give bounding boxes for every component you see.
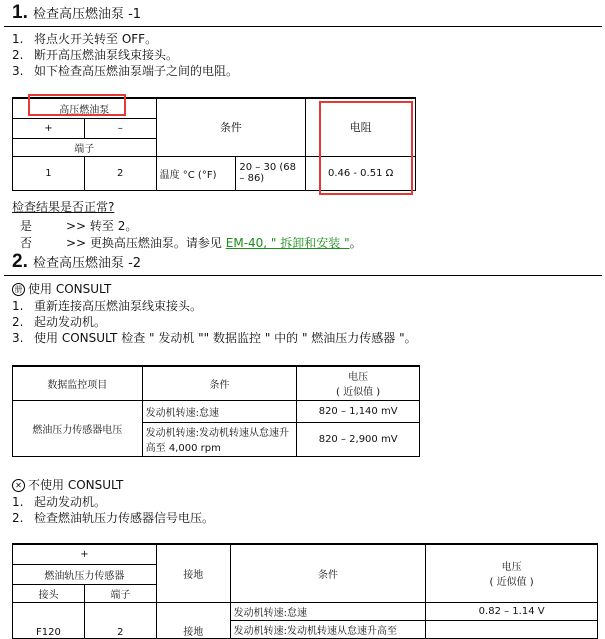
terminal-2-value: 2 bbox=[84, 602, 156, 638]
temp-range: 20 – 30 (68 – 86) bbox=[236, 156, 306, 190]
step1-heading bbox=[12, 2, 141, 24]
terminal-2: 2 bbox=[84, 156, 156, 190]
fuel-pressure-item: 燃油压力传感器电压 bbox=[13, 400, 143, 456]
sensor-voltage-table bbox=[12, 543, 598, 639]
voltage-header: 电压 ( 近似值 ) bbox=[426, 544, 598, 602]
with-consult-item-1: 1. 重新连接高压燃油泵线束接头。 bbox=[12, 299, 203, 313]
without-consult-label: ✕ 不使用 CONSULT bbox=[12, 476, 123, 493]
monitor-condition-header: 条件 bbox=[142, 366, 297, 400]
step1-item-3: 3. 如下检查高压燃油泵端子之间的电阻。 bbox=[12, 64, 239, 78]
ground-header: 接地 bbox=[156, 544, 230, 602]
connector-f120: F120 bbox=[13, 602, 85, 638]
monitor-value-2: 820 – 2,900 mV bbox=[297, 422, 420, 456]
em40-link[interactable]: EM-40, " 拆卸和安装 " bbox=[225, 236, 350, 250]
terminal-header-2: 端子 bbox=[84, 584, 156, 602]
sensor-cond-2: 发动机转速:发动机转速从怠速升高至 bbox=[230, 620, 426, 638]
step2-rule bbox=[4, 275, 602, 276]
highlight-resistance bbox=[319, 101, 413, 195]
plus-header-2: + bbox=[13, 544, 157, 564]
without-consult-item-1: 1. 起动发动机。 bbox=[12, 495, 107, 509]
step1-item-2: 2. 断开高压燃油泵线束接头。 bbox=[12, 48, 179, 62]
check-question: 检查结果是否正常? bbox=[12, 200, 115, 214]
sensor-table-clip bbox=[12, 543, 604, 638]
sensor-cond-1: 发动机转速:怠速 bbox=[230, 602, 426, 620]
with-consult-item-2: 2. 起动发动机。 bbox=[12, 315, 107, 329]
condition-header-2: 条件 bbox=[230, 544, 426, 602]
monitor-cond-2: 发动机转速:发动机转速从怠速升高至 4,000 rpm bbox=[142, 422, 297, 456]
pump-header: 高压燃油泵 bbox=[13, 98, 157, 118]
consult-icon: 册 bbox=[12, 283, 25, 296]
terminal-1: 1 bbox=[13, 156, 85, 190]
with-consult-item-3: 3. 使用 CONSULT 检查 " 发动机 "" 数据监控 " 中的 " 燃油压力传感器 "。 bbox=[12, 331, 417, 345]
condition-header: 条件 bbox=[156, 98, 306, 156]
step1-rule bbox=[4, 26, 602, 27]
sensor-header: 燃油轨压力传感器 bbox=[13, 564, 157, 584]
highlight-pump-header bbox=[28, 94, 126, 116]
data-monitor-table bbox=[12, 365, 420, 457]
sensor-value-1: 0.82 – 1.14 V bbox=[426, 602, 598, 620]
sensor-value-2 bbox=[426, 620, 598, 638]
monitor-cond-1: 发动机转速:怠速 bbox=[142, 400, 297, 422]
with-consult-label: 册 使用 CONSULT bbox=[12, 280, 111, 297]
without-consult-item-2: 2. 检查燃油轨压力传感器信号电压。 bbox=[12, 511, 215, 525]
monitor-item-header: 数据监控项目 bbox=[13, 366, 143, 400]
monitor-value-1: 820 – 1,140 mV bbox=[297, 400, 420, 422]
connector-header: 接头 bbox=[13, 584, 85, 602]
step1-title: 检查高压燃油泵 -1 bbox=[32, 7, 142, 22]
no-consult-icon: ✕ bbox=[12, 479, 25, 492]
minus-header: – bbox=[84, 118, 156, 138]
step2-heading bbox=[12, 251, 141, 273]
step1-number: 1. bbox=[12, 2, 28, 23]
step2-number: 2. bbox=[12, 251, 28, 272]
step2-title: 检查高压燃油泵 -2 bbox=[32, 256, 142, 271]
ground-value: 接地 bbox=[156, 602, 230, 638]
monitor-voltage-header: 电压 ( 近似值 ) bbox=[297, 366, 420, 400]
resistance-value: 0.46 - 0.51 Ω bbox=[306, 156, 416, 190]
temp-label: 温度 °C (°F) bbox=[156, 156, 236, 190]
terminal-header: 端子 bbox=[13, 138, 157, 156]
resistance-header: 电阻 bbox=[306, 98, 416, 156]
result-yes: 是 >> 转至 2。 bbox=[20, 219, 138, 233]
step1-item-1: 1. 将点火开关转至 OFF。 bbox=[12, 32, 158, 46]
result-no: 否 >> 更换高压燃油泵。请参见 EM-40, " 拆卸和安装 "。 bbox=[20, 236, 362, 250]
plus-header: + bbox=[13, 118, 85, 138]
